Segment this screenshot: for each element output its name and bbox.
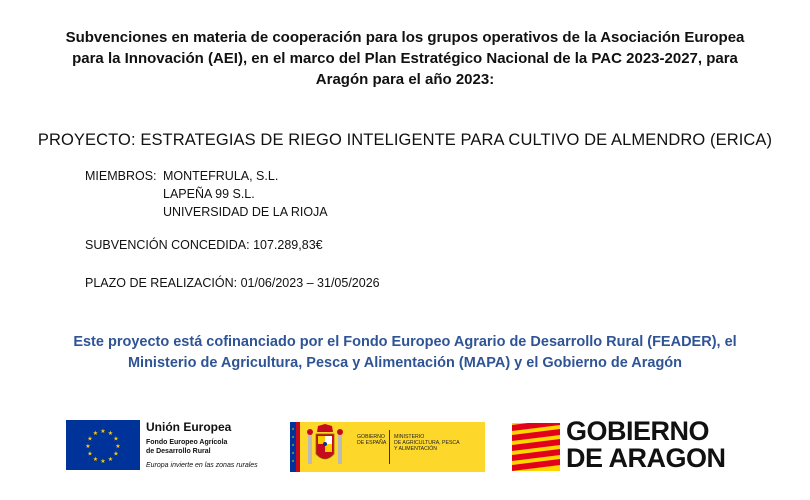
eu-fund-line: de Desarrollo Rural — [146, 448, 211, 455]
eu-flag-icon — [66, 420, 140, 470]
svg-text:★: ★ — [85, 443, 91, 450]
svg-text:★: ★ — [100, 458, 106, 465]
eu-fund-line: Fondo Europeo Agrícola — [146, 439, 228, 446]
members-block — [85, 167, 328, 221]
svg-text:★: ★ — [87, 435, 93, 443]
aragon-flag-icon — [512, 423, 560, 471]
cofinancing-line: Ministerio de Agricultura, Pesca y Alimentación (MAPA) y el Gobierno de Aragón — [127, 355, 683, 371]
spain-coat-of-arms-icon — [290, 422, 360, 472]
ministry-label — [394, 434, 460, 452]
heading-line: Subvenciones en materia de cooperación para los grupos operativos de la Asociación Europea — [65, 29, 745, 46]
svg-text:★: ★ — [107, 456, 114, 463]
eu-tagline: Europa invierte en las zonas rurales — [146, 462, 258, 469]
svg-text:★: ★ — [113, 435, 119, 443]
heading-line: Aragón para el año 2023: — [315, 71, 495, 88]
svg-text:★: ★ — [92, 456, 99, 463]
project-title: PROYECTO: ESTRATEGIAS DE RIEGO INTELIGENTE PARA CULTIVO DE ALMENDRO (ERICA) — [37, 131, 773, 149]
ministry-line: DE AGRICULTURA, PESCA — [394, 440, 460, 446]
spain-government-logo — [290, 422, 485, 472]
member-item: UNIVERSIDAD DE LA RIOJA — [163, 205, 328, 219]
aragon-line: GOBIERNO — [566, 416, 710, 446]
ministry-line: MINISTERIO — [394, 434, 425, 440]
eu-title: Unión Europea — [146, 420, 232, 434]
svg-text:★: ★ — [291, 443, 295, 447]
aragon-line: DE ARAGON — [566, 443, 726, 473]
spain-gov-line: DE ESPAÑA — [357, 440, 387, 446]
svg-text:★: ★ — [92, 430, 99, 437]
svg-text:★: ★ — [291, 435, 295, 439]
spain-gov-line: GOBIERNO — [357, 434, 385, 440]
divider — [389, 430, 390, 464]
svg-text:★: ★ — [291, 459, 295, 463]
execution-period: PLAZO DE REALIZACIÓN: 01/06/2023 – 31/05/2026 — [85, 276, 380, 290]
svg-text:★: ★ — [291, 427, 295, 431]
ministry-line: Y ALIMENTACIÓN — [394, 446, 438, 452]
member-item: MONTEFRULA, S.L. — [163, 169, 279, 183]
svg-text:★: ★ — [107, 430, 114, 437]
cofinancing-statement — [40, 332, 770, 374]
members-label: MIEMBROS: — [85, 169, 157, 183]
aragon-logo-text — [566, 418, 726, 472]
svg-text:★: ★ — [115, 443, 121, 450]
svg-text:★: ★ — [113, 450, 119, 458]
spain-government-label — [357, 434, 386, 446]
heading — [40, 27, 770, 90]
cofinancing-line: Este proyecto está cofinanciado por el Fondo Europeo Agrario de Desarrollo Rural (FEADER), el — [73, 334, 737, 350]
eu-logo-text — [146, 420, 276, 470]
svg-text:★: ★ — [100, 428, 106, 435]
svg-text:★: ★ — [291, 451, 295, 455]
grant-amount: SUBVENCIÓN CONCEDIDA: 107.289,83€ — [85, 238, 323, 252]
svg-text:★: ★ — [87, 450, 93, 458]
heading-line: para la Innovación (AEI), en el marco del Plan Estratégico Nacional de la PAC 2023-2027, para — [72, 50, 738, 67]
member-item: LAPEÑA 99 S.L. — [163, 187, 255, 201]
